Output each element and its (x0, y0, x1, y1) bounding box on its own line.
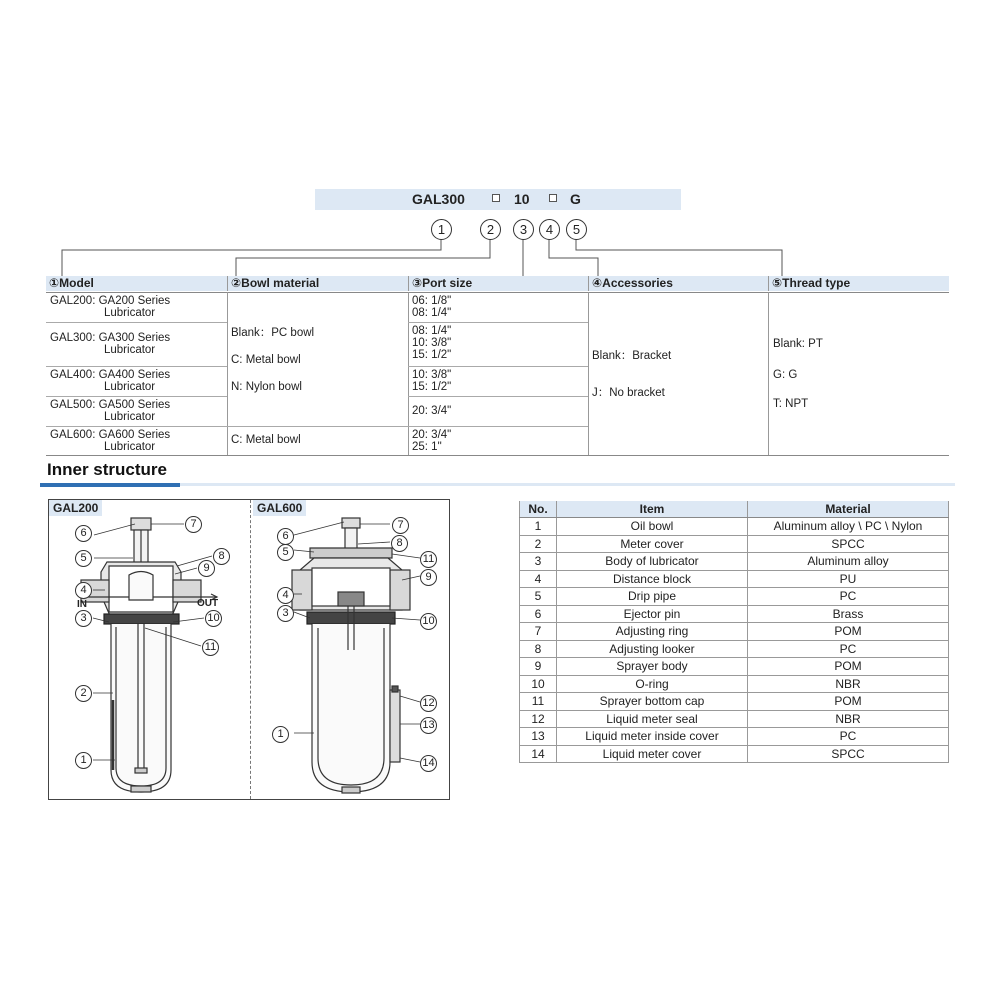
part-item: Sprayer bottom cap (557, 693, 748, 711)
part-item: Liquid meter cover (557, 745, 748, 763)
port-size: 10: 3/8" (412, 337, 452, 349)
part-item: Liquid meter inside cover (557, 728, 748, 746)
part-material: PC (748, 640, 949, 658)
model-code: GAL300: GA300 Series (50, 332, 171, 344)
model-row-1 (50, 295, 170, 319)
table-row (520, 553, 949, 571)
part-material: NBR (748, 675, 949, 693)
part-material: POM (748, 693, 949, 711)
part-material: PC (748, 728, 949, 746)
callout: 6 (277, 528, 294, 545)
header-accessories: ④Accessories (588, 276, 768, 291)
part-no: 12 (520, 710, 557, 728)
port-size: 15: 1/2" (412, 349, 452, 361)
part-no: 11 (520, 693, 557, 711)
model-row-4 (50, 399, 170, 423)
cross-section-panel (48, 499, 450, 800)
port-size: 08: 1/4" (412, 325, 452, 337)
part-no: 8 (520, 640, 557, 658)
section-title: Inner structure (47, 460, 167, 479)
callout: 10 (420, 613, 437, 630)
callout: 1 (75, 752, 92, 769)
code-connectors (0, 0, 1000, 280)
part-item: Liquid meter seal (557, 710, 748, 728)
row-rule (46, 366, 227, 367)
callout: 3 (277, 605, 294, 622)
col-rule (408, 292, 409, 455)
header-no: No. (520, 501, 557, 518)
part-material: Aluminum alloy (748, 553, 949, 571)
port-size: 20: 3/4" (412, 429, 452, 441)
ordering-code-table (46, 276, 949, 456)
gal200-label: GAL200 (49, 500, 102, 516)
part-no: 10 (520, 675, 557, 693)
part-item: Drip pipe (557, 588, 748, 606)
code-thread: G (570, 191, 581, 207)
part-no: 9 (520, 658, 557, 676)
gal600-label: GAL600 (253, 500, 306, 516)
bowl-option-nylon: N: Nylon bowl (231, 381, 302, 393)
callout: 4 (277, 587, 294, 604)
model-row-3 (50, 369, 170, 393)
table-row (520, 640, 949, 658)
part-item: Adjusting ring (557, 623, 748, 641)
thread-g: G: G (773, 369, 798, 381)
part-no: 3 (520, 553, 557, 571)
code-port: 10 (514, 191, 530, 207)
part-no: 13 (520, 728, 557, 746)
row-rule (227, 426, 408, 427)
callout: 9 (198, 560, 215, 577)
part-material: SPCC (748, 535, 949, 553)
model-code: GAL500: GA500 Series (50, 399, 171, 411)
marker-2: 2 (480, 219, 501, 240)
port-group-1 (412, 295, 451, 319)
model-code: GAL200: GA200 Series (50, 295, 171, 307)
callout: 10 (205, 610, 222, 627)
header-material: Material (748, 501, 949, 518)
port-size: 15: 1/2" (412, 381, 452, 393)
port-group-3 (412, 369, 451, 393)
part-item: Distance block (557, 570, 748, 588)
header-rule (46, 292, 949, 293)
model-code: GAL400: GA400 Series (50, 369, 171, 381)
part-item: Sprayer body (557, 658, 748, 676)
callout: 7 (392, 517, 409, 534)
in-label: IN (77, 599, 87, 610)
port-size: 20: 3/4" (412, 405, 452, 417)
col-rule (227, 292, 228, 455)
part-no: 1 (520, 518, 557, 536)
header-thread: ⑤Thread type (768, 276, 949, 291)
row-rule (408, 396, 588, 397)
thread-npt: T: NPT (773, 398, 809, 410)
port-size: 06: 1/8" (412, 295, 452, 307)
model-desc: Lubricator (104, 441, 156, 453)
callout: 11 (420, 551, 437, 568)
out-label: OUT (197, 598, 219, 609)
callout: 8 (213, 548, 230, 565)
part-material: Brass (748, 605, 949, 623)
table-row (520, 588, 949, 606)
marker-3: 3 (513, 219, 534, 240)
part-item: Oil bowl (557, 518, 748, 536)
model-row-2 (50, 332, 170, 356)
callout: 7 (185, 516, 202, 533)
callout: 12 (420, 695, 437, 712)
table-row (520, 728, 949, 746)
callout: 4 (75, 582, 92, 599)
part-no: 14 (520, 745, 557, 763)
model-code: GAL600: GA600 Series (50, 429, 171, 441)
port-group-2 (412, 325, 451, 361)
part-material: SPCC (748, 745, 949, 763)
row-rule (46, 426, 227, 427)
callout: 13 (420, 717, 437, 734)
marker-4: 4 (539, 219, 560, 240)
header-bowl: ②Bowl material (227, 276, 408, 291)
part-item: Meter cover (557, 535, 748, 553)
marker-1: 1 (431, 219, 452, 240)
part-material: NBR (748, 710, 949, 728)
part-no: 5 (520, 588, 557, 606)
model-desc: Lubricator (104, 411, 156, 423)
model-desc: Lubricator (104, 344, 156, 356)
accessory-no-bracket: J：No bracket (592, 387, 665, 399)
row-rule (46, 322, 227, 323)
part-material: PC (748, 588, 949, 606)
callout: 6 (75, 525, 92, 542)
callout: 2 (75, 685, 92, 702)
model-desc: Lubricator (104, 307, 156, 319)
model-row-5 (50, 429, 170, 453)
table-row (520, 745, 949, 763)
table-row (520, 605, 949, 623)
bowl-option-pc: Blank：PC bowl (231, 327, 315, 339)
table-row (520, 710, 949, 728)
row-rule (46, 396, 227, 397)
code-model: GAL300 (412, 191, 465, 207)
callout: 5 (277, 544, 294, 561)
row-rule (408, 366, 588, 367)
callout: 14 (420, 755, 437, 772)
port-size: 25: 1" (412, 441, 442, 453)
section-rule-accent (40, 483, 180, 487)
part-material: POM (748, 658, 949, 676)
table-row (520, 675, 949, 693)
table-row (520, 570, 949, 588)
thread-pt: Blank: PT (773, 338, 823, 350)
row-rule (408, 426, 588, 427)
part-no: 2 (520, 535, 557, 553)
col-rule (768, 292, 769, 455)
header-port: ③Port size (408, 276, 588, 291)
part-no: 7 (520, 623, 557, 641)
bowl-option-metal: C: Metal bowl (231, 354, 301, 366)
table-row (520, 623, 949, 641)
row-rule (408, 322, 588, 323)
part-item: O-ring (557, 675, 748, 693)
table-row (520, 518, 949, 536)
port-group-4 (412, 405, 451, 417)
marker-5: 5 (566, 219, 587, 240)
callout: 1 (272, 726, 289, 743)
part-item: Body of lubricator (557, 553, 748, 571)
part-no: 6 (520, 605, 557, 623)
part-no: 4 (520, 570, 557, 588)
port-group-5 (412, 429, 451, 453)
callout: 8 (391, 535, 408, 552)
callout: 5 (75, 550, 92, 567)
part-material: Aluminum alloy \ PC \ Nylon (748, 518, 949, 536)
part-material: POM (748, 623, 949, 641)
table-bottom-rule (46, 455, 949, 456)
port-size: 10: 3/8" (412, 369, 452, 381)
callout: 3 (75, 610, 92, 627)
header-item: Item (557, 501, 748, 518)
col-rule (588, 292, 589, 455)
model-desc: Lubricator (104, 381, 156, 393)
table-row (520, 658, 949, 676)
header-model: ①Model (46, 276, 227, 291)
part-item: Adjusting looker (557, 640, 748, 658)
parts-header-row (520, 501, 949, 518)
table-row (520, 693, 949, 711)
part-material: PU (748, 570, 949, 588)
part-item: Ejector pin (557, 605, 748, 623)
port-size: 08: 1/4" (412, 307, 452, 319)
bowl-option-metal-600: C: Metal bowl (231, 434, 301, 446)
parts-material-table (519, 501, 949, 763)
accessory-bracket: Blank：Bracket (592, 350, 672, 362)
table-row (520, 535, 949, 553)
callout: 11 (202, 639, 219, 656)
callout: 9 (420, 569, 437, 586)
